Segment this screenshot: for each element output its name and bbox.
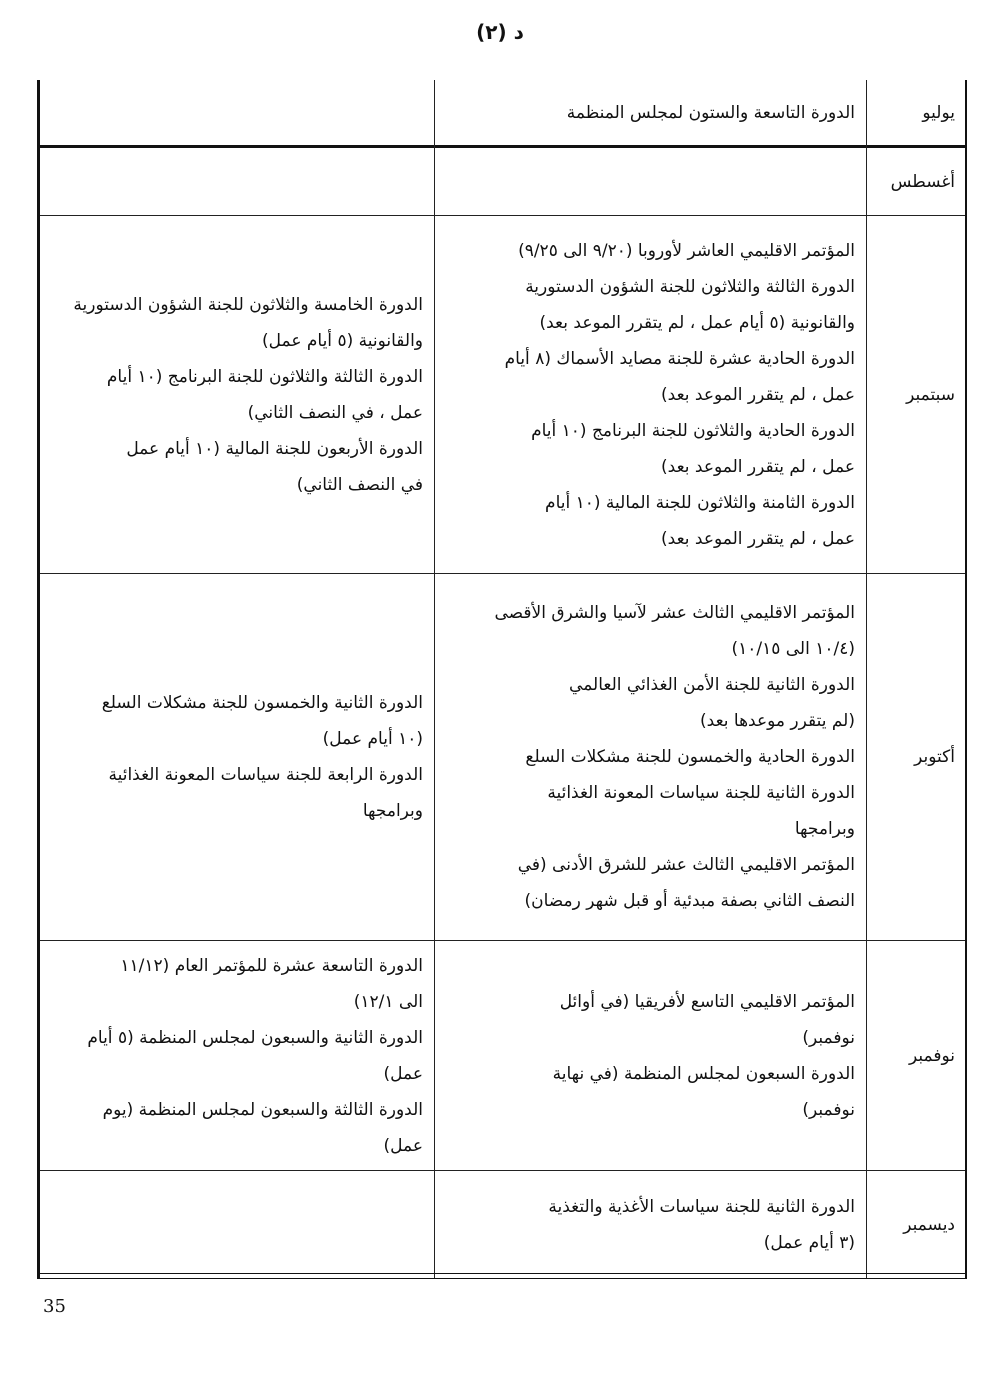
- month-cell: يوليو: [922, 102, 955, 123]
- cell-line: عمل): [383, 1135, 423, 1156]
- cell-line: الدورة الثانية والخمسون للجنة مشكلات السلع: [101, 693, 423, 713]
- table-row: [40, 573, 965, 940]
- table-bottom-rule: [37, 1273, 967, 1274]
- column-divider: [866, 80, 867, 1278]
- table-row: [40, 215, 965, 573]
- month-cell: ديسمبر: [903, 1214, 955, 1235]
- cell-line: (لم يتقرر موعدها بعد): [700, 711, 855, 731]
- cell-line: (١٠ أيام عمل): [322, 729, 423, 749]
- month-cell: سبتمبر: [906, 384, 955, 405]
- sessions-next-cell: [38, 80, 435, 145]
- cell-line: الدورة الثانية للجنة سياسات المعونة الغذائية: [547, 783, 855, 803]
- cell-line: الدورة الثامنة والثلاثون للجنة المالية (١٠ أيام: [545, 492, 855, 513]
- cell-line: عمل ، لم يتقرر الموعد بعد): [661, 456, 855, 477]
- sessions-cell: [435, 148, 867, 215]
- sessions-next-cell: [38, 148, 435, 215]
- sessions-cell: [435, 574, 867, 940]
- month-cell: أغسطس: [890, 171, 955, 192]
- cell-line: نوفمبر): [802, 1027, 855, 1048]
- cell-line: الدورة الأربعون للجنة المالية (١٠ أيام عمل: [126, 438, 423, 459]
- cell-line: الدورة الثالثة والسبعون لمجلس المنظمة (يوم: [102, 1099, 423, 1120]
- cell-line: المؤتمر الاقليمي الثالث عشر للشرق الأدنى (في: [517, 855, 855, 875]
- page-number: 35: [43, 1296, 66, 1317]
- table-row: [40, 145, 965, 215]
- schedule-table: [37, 80, 967, 1278]
- cell-line: المؤتمر الاقليمي الثالث عشر لآسيا والشرق الأقصى: [494, 603, 855, 623]
- sessions-next-cell: [38, 574, 435, 940]
- cell-line: عمل ، لم يتقرر الموعد بعد): [661, 528, 855, 549]
- page-header: د (٢): [476, 20, 524, 44]
- sessions-cell: [435, 1171, 867, 1278]
- column-divider: [434, 80, 435, 1278]
- cell-line: في النصف الثاني): [296, 474, 423, 495]
- cell-line: والقانونية (٥ أيام عمل): [261, 330, 423, 351]
- cell-line: الدورة الثانية للجنة الأمن الغذائي العالمي: [569, 675, 855, 695]
- cell-line: النصف الثاني بصفة مبدئية أو قبل شهر رمضان): [524, 891, 855, 911]
- sessions-cell: [435, 941, 867, 1170]
- cell-line: عمل ، في النصف الثاني): [247, 402, 423, 423]
- table-row: [40, 940, 965, 1170]
- cell-line: الدورة التاسعة والستون لمجلس المنظمة: [566, 102, 855, 123]
- cell-line: عمل ، لم يتقرر الموعد بعد): [661, 384, 855, 405]
- cell-line: الدورة التاسعة عشرة للمؤتمر العام (١١/١٢: [120, 955, 423, 976]
- cell-line: المؤتمر الاقليمي العاشر لأوروبا (٩/٢٠ الى ٩/٢٥): [518, 240, 855, 261]
- cell-line: عمل): [383, 1063, 423, 1084]
- cell-line: الدورة الخامسة والثلاثون للجنة الشؤون الدستورية: [73, 294, 423, 315]
- cell-line: المؤتمر الاقليمي التاسع لأفريقيا (في أوائل: [559, 991, 855, 1012]
- sessions-cell: [435, 80, 867, 145]
- cell-line: (٣ أيام عمل): [763, 1232, 855, 1253]
- cell-line: وبرامجها: [794, 819, 855, 839]
- table-row: [40, 1170, 965, 1278]
- cell-line: نوفمبر): [802, 1099, 855, 1120]
- cell-line: (١٠/٤ الى ١٠/١٥): [731, 639, 855, 659]
- cell-line: الدورة الحادية عشرة للجنة مصايد الأسماك (٨ أيام: [504, 348, 855, 369]
- cell-line: الدورة الثالثة والثلاثون للجنة البرنامج (١٠ أيام: [106, 366, 423, 387]
- cell-line: والقانونية (٥ أيام عمل ، لم يتقرر الموعد بعد): [539, 312, 855, 333]
- sessions-next-cell: [38, 216, 435, 573]
- cell-line: الدورة الثانية للجنة سياسات الأغذية والتغذية: [548, 1196, 855, 1217]
- sessions-next-cell: [38, 1171, 435, 1278]
- table-row: [40, 80, 965, 145]
- cell-line: الدورة السبعون لمجلس المنظمة (في نهاية: [552, 1063, 855, 1084]
- sessions-cell: [435, 216, 867, 573]
- cell-line: الدورة الثالثة والثلاثون للجنة الشؤون الدستورية: [525, 276, 855, 297]
- cell-line: الدورة الثانية والسبعون لمجلس المنظمة (٥ أيام: [87, 1027, 423, 1048]
- cell-line: وبرامجها: [362, 801, 423, 821]
- cell-line: الدورة الحادية والخمسون للجنة مشكلات السلع: [525, 747, 855, 767]
- month-cell: نوفمبر: [909, 1045, 955, 1066]
- cell-line: الدورة الرابعة للجنة سياسات المعونة الغذائية: [108, 765, 423, 785]
- sessions-next-cell: [38, 941, 435, 1170]
- cell-line: الى ١٢/١): [353, 991, 423, 1012]
- month-cell: أكتوبر: [914, 747, 955, 767]
- cell-line: الدورة الحادية والثلاثون للجنة البرنامج (١٠ أيام: [531, 420, 855, 441]
- table-bottom-rule: [37, 1278, 967, 1279]
